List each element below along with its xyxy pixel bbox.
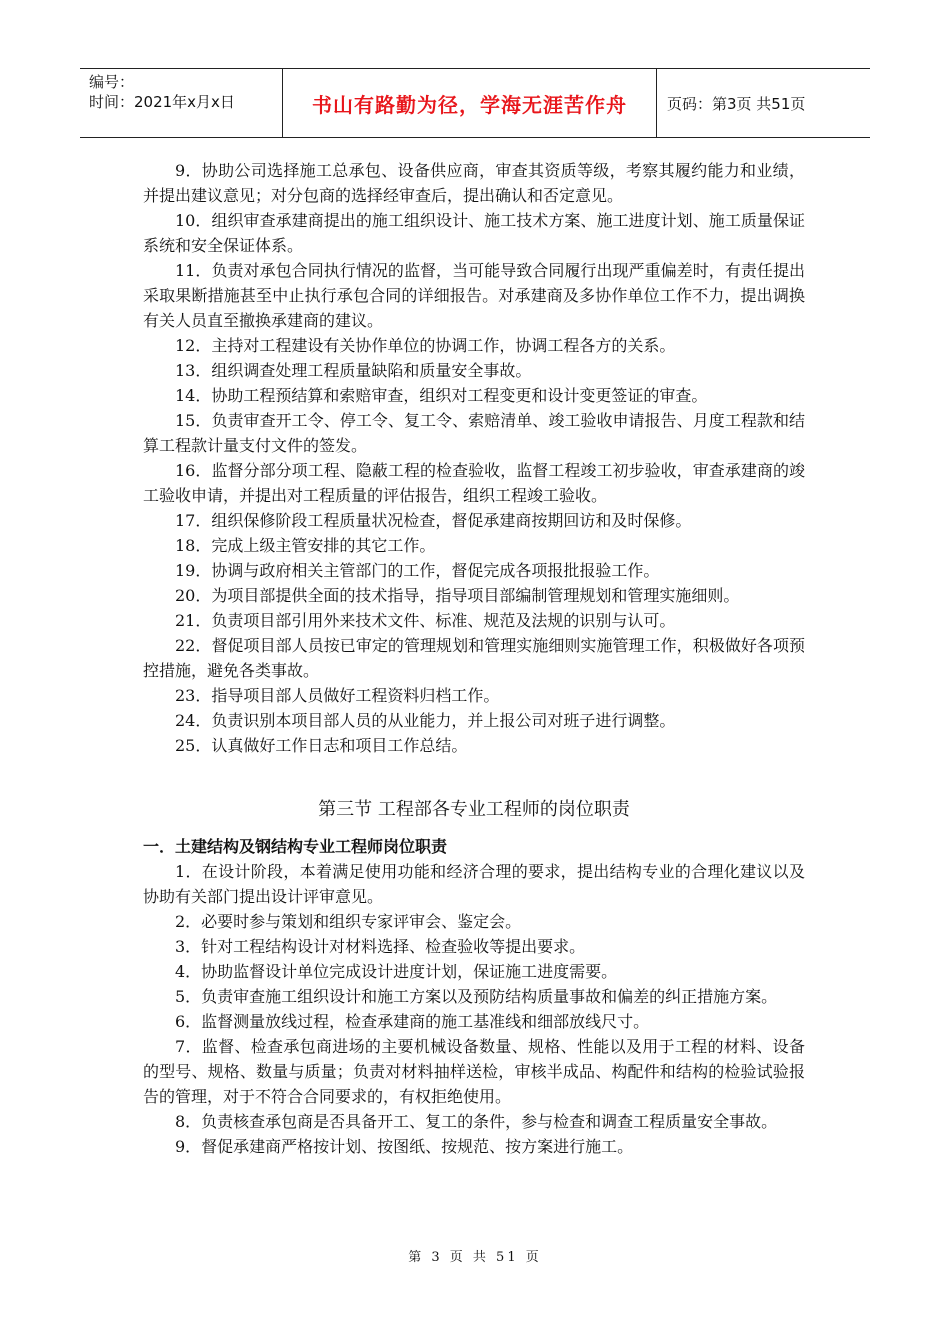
page-footer: 第 3 页 共 51 页: [408, 1250, 542, 1265]
duty-paragraph: 2．必要时参与策划和组织专家评审会、鉴定会。: [175, 912, 522, 931]
header-page-info: 页码：第3页 共51页: [667, 94, 806, 113]
duty-paragraph: 22．督促项目部人员按已审定的管理规划和管理实施细则实施管理工作，积极做好各项预控措施，避免各类事故。: [143, 636, 805, 680]
duty-paragraph: 15．负责审查开工令、停工令、复工令、索赔清单、竣工验收申请报告、月度工程款和结算工程款计量支付文件的签发。: [143, 411, 805, 455]
duty-paragraph: 9．协助公司选择施工总承包、设备供应商，审查其资质等级，考察其履约能力和业绩，并提出建议意见；对分包商的选择经审查后，提出确认和否定意见。: [143, 161, 805, 205]
duty-paragraph: 16．监督分部分项工程、隐蔽工程的检查验收，监督工程竣工初步验收，审查承建商的竣工验收申请，并提出对工程质量的评估报告，组织工程竣工验收。: [143, 461, 805, 505]
duty-paragraph: 18．完成上级主管安排的其它工作。: [175, 536, 436, 555]
duty-paragraph: 23．指导项目部人员做好工程资料归档工作。: [175, 686, 500, 705]
header-meta: [80, 69, 283, 137]
document-body: [143, 158, 805, 1159]
subsection-title: 一．土建结构及钢结构专业工程师岗位职责: [143, 837, 448, 856]
section-title: 第三节 工程部各专业工程师的岗位职责: [318, 799, 630, 820]
header-motto: 书山有路勤为径，学海无涯苦作舟: [283, 69, 657, 137]
document-date: 时间：2021年x月x日: [89, 93, 235, 111]
duty-paragraph: 14．协助工程预结算和索赔审查，组织对工程变更和设计变更签证的审查。: [175, 386, 708, 405]
duty-paragraph: 17．组织保修阶段工程质量状况检查，督促承建商按期回访和及时保修。: [175, 511, 692, 530]
duty-paragraph: 11．负责对承包合同执行情况的监督，当可能导致合同履行出现严重偏差时，有责任提出采取果断措施甚至中止执行承包合同的详细报告。对承建商及多协作单位工作不力，提出调换有关人员直至撤换承建商的建议。: [143, 261, 805, 330]
duty-paragraph: 3．针对工程结构设计对材料选择、检查验收等提出要求。: [175, 937, 586, 956]
duty-list-project-manager: [143, 158, 805, 758]
duty-paragraph: 4．协助监督设计单位完成设计进度计划，保证施工进度需要。: [175, 962, 618, 981]
duty-paragraph: 21．负责项目部引用外来技术文件、标准、规范及法规的识别与认可。: [175, 611, 676, 630]
duty-paragraph: 25．认真做好工作日志和项目工作总结。: [175, 736, 468, 755]
page-header: [80, 68, 870, 138]
duty-list-structural-engineer: [143, 859, 805, 1159]
duty-paragraph: 20．为项目部提供全面的技术指导，指导项目部编制管理规划和管理实施细则。: [175, 586, 740, 605]
duty-paragraph: 19．协调与政府相关主管部门的工作，督促完成各项报批报验工作。: [175, 561, 660, 580]
duty-paragraph: 13．组织调查处理工程质量缺陷和质量安全事故。: [175, 361, 532, 380]
duty-paragraph: 5．负责审查施工组织设计和施工方案以及预防结构质量事故和偏差的纠正措施方案。: [175, 987, 778, 1006]
duty-paragraph: 1．在设计阶段，本着满足使用功能和经济合理的要求，提出结构专业的合理化建议以及协助有关部门提出设计评审意见。: [143, 862, 805, 906]
duty-paragraph: 10．组织审查承建商提出的施工组织设计、施工技术方案、施工进度计划、施工质量保证系统和安全保证体系。: [143, 211, 805, 255]
document-number-label: 编号：: [89, 73, 135, 91]
duty-paragraph: 8．负责核查承包商是否具备开工、复工的条件，参与检查和调查工程质量安全事故。: [175, 1112, 778, 1131]
duty-paragraph: 7．监督、检查承包商进场的主要机械设备数量、规格、性能以及用于工程的材料、设备的型号、规格、数量与质量；负责对材料抽样送检，审核半成品、构配件和结构的检验试验报告的管理，对于不符合合同要求的，有权拒绝使用。: [143, 1037, 805, 1106]
duty-paragraph: 24．负责识别本项目部人员的从业能力，并上报公司对班子进行调整。: [175, 711, 676, 730]
duty-paragraph: 12．主持对工程建设有关协作单位的协调工作，协调工程各方的关系。: [175, 336, 676, 355]
duty-paragraph: 6．监督测量放线过程，检查承建商的施工基准线和细部放线尺寸。: [175, 1012, 650, 1031]
duty-paragraph: 9．督促承建商严格按计划、按图纸、按规范、按方案进行施工。: [175, 1137, 634, 1156]
